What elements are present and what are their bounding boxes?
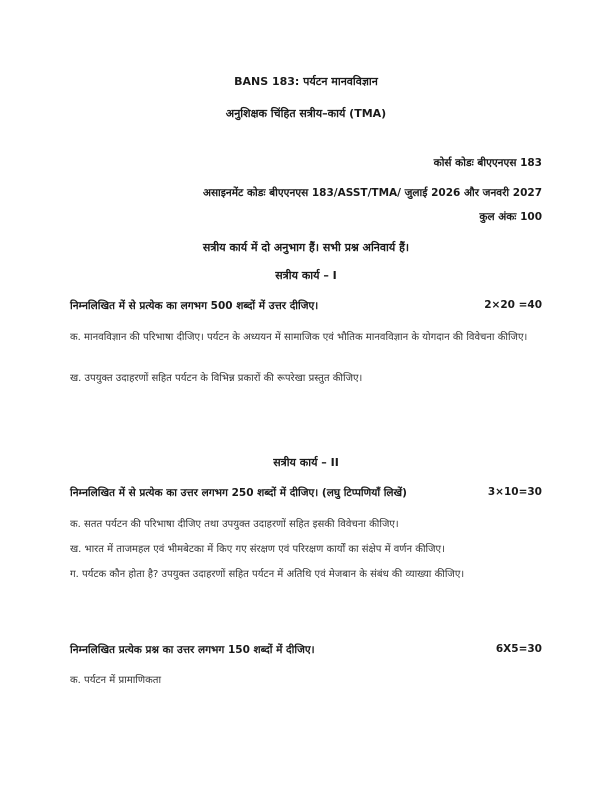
section-2-title: सत्रीय कार्य – II xyxy=(273,456,339,469)
section-2-question-a: क. सतत पर्यटन की परिभाषा दीजिए तथा उपयुक्त उदाहरणों सहित इसकी विवेचना कीजिए। xyxy=(70,519,399,530)
general-instruction: सत्रीय कार्य में दो अनुभाग हैं। सभी प्रश्न अनिवार्य हैं। xyxy=(202,241,410,254)
course-title: BANS 183: पर्यटन मानवविज्ञान xyxy=(234,75,378,88)
section-1-title: सत्रीय कार्य – I xyxy=(275,269,337,282)
section-1-marks: 2×20 =40 xyxy=(484,299,542,311)
section-3-marks: 6X5=30 xyxy=(495,643,542,655)
section-3-heading-row xyxy=(70,643,542,657)
assignment-code: असाइनमेंट कोडः बीएएनएस 183/ASST/TMA/ जुलाई 2026 और जनवरी 2027 xyxy=(202,187,542,199)
total-marks: कुल अंकः 100 xyxy=(479,211,542,223)
section-2-heading-row xyxy=(70,486,542,500)
section-3-question-a: क. पर्यटन में प्रामाणिकता xyxy=(70,675,162,686)
section-2-heading: निम्नलिखित में से प्रत्येक का उत्तर लगभग 250 शब्दों में दीजिए। (लघु टिप्पणियाँ लिखें) xyxy=(70,487,407,499)
section-1-question-b: ख. उपयुक्त उदाहरणों सहित पर्यटन के विभिन्न प्रकारों की रूपरेखा प्रस्तुत कीजिए। xyxy=(70,373,363,384)
section-1-heading: निम्नलिखित में से प्रत्येक का लगभग 500 शब्दों में उत्तर दीजिए। xyxy=(70,300,319,312)
course-code: कोर्स कोडः बीएएनएस 183 xyxy=(433,157,542,169)
section-2-question-c: ग. पर्यटक कौन होता है? उपयुक्त उदाहरणों सहित पर्यटन में अतिथि एवं मेजबान के संबंध की व्याख्या कीजिए। xyxy=(70,569,465,580)
section-1-question-a: क. मानवविज्ञान की परिभाषा दीजिए। पर्यटन के अध्ययन में सामाजिक एवं भौतिक मानवविज्ञान के योगदान की विवेचना कीजिए। xyxy=(70,332,528,343)
section-1-heading-row xyxy=(70,299,542,313)
section-2-marks: 3×10=30 xyxy=(487,486,542,498)
tma-title: अनुशिक्षक चिंहित सत्रीय–कार्य (TMA) xyxy=(225,107,387,120)
section-3-heading: निम्नलिखित प्रत्येक प्रश्न का उत्तर लगभग 150 शब्दों में दीजिए। xyxy=(70,644,315,656)
section-2-question-b: ख. भारत में ताजमहल एवं भीमबेटका में किए गए संरक्षण एवं परिरक्षण कार्यों का संक्षेप में वर्णन कीजिए। xyxy=(70,544,445,555)
